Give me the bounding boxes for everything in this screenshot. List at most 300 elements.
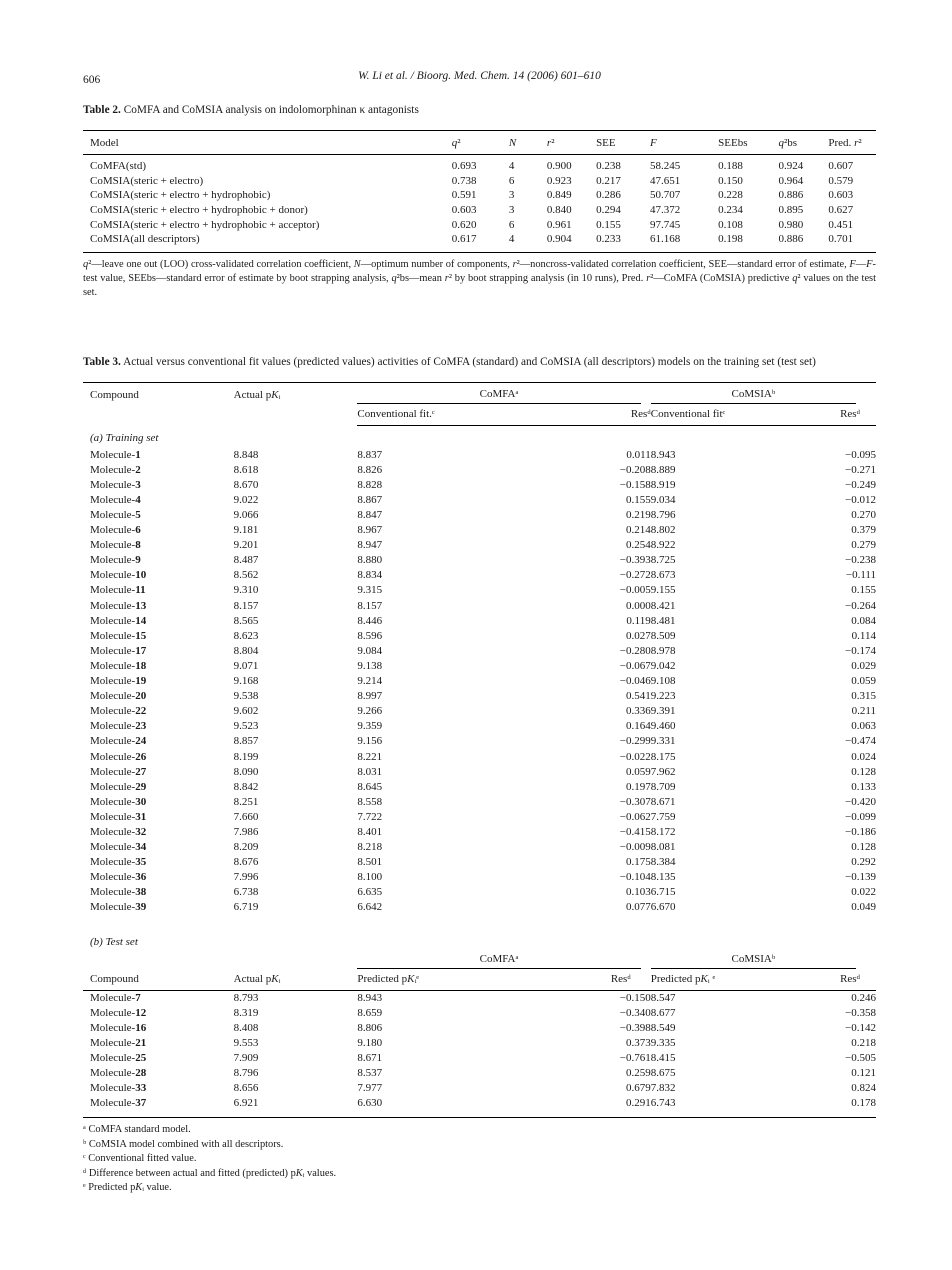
table-cell: −0.005 [619, 584, 651, 597]
table-cell: Molecule-33 [90, 1082, 147, 1095]
table-cell: 9.538 [233, 690, 259, 703]
table-cell: 8.967 [357, 524, 383, 537]
table-cell: 8.857 [233, 735, 259, 748]
table-cell: 6.715 [650, 886, 676, 899]
table-cell: 8.847 [357, 509, 383, 521]
table2-caption-text: CoMFA and CoMSIA analysis on indolomorphinan κ antagonists [120, 104, 419, 116]
table-cell: 9.071 [233, 659, 259, 672]
table-cell: 8.842 [233, 780, 259, 793]
table-cell: 9.223 [650, 690, 676, 703]
test-group-header-comfa [357, 948, 650, 969]
table-cell: −0.474 [845, 735, 876, 748]
table-row [83, 599, 876, 614]
col-header-conventional-fit-comfa: Conventional fit.ᶜ [357, 404, 524, 426]
table-cell: 8.997 [357, 690, 383, 703]
table-cell: 7.996 [233, 871, 259, 884]
table-cell: 8.547 [650, 991, 676, 1004]
table-cell: 0.133 [851, 780, 876, 793]
test-group-header-comfa-label: CoMFAᵃ [357, 948, 640, 969]
table-cell: 8.209 [233, 841, 259, 854]
table-cell: 8.671 [357, 1051, 383, 1064]
table-cell: 7.660 [233, 810, 259, 823]
table-cell: −0.099 [845, 810, 876, 823]
table-cell: 8.978 [650, 644, 676, 657]
table-cell: 6.642 [357, 901, 383, 914]
table-row [83, 188, 876, 203]
table-cell: 8.172 [650, 825, 676, 838]
table-cell: 6.670 [650, 901, 676, 914]
table-row [83, 232, 876, 252]
table-row [83, 840, 876, 855]
table-cell: Molecule-35 [90, 856, 147, 869]
table-cell: 6.743 [650, 1097, 676, 1110]
table-cell: −0.280 [619, 644, 651, 657]
table-cell: 0.188 [718, 159, 743, 172]
table-cell: −0.067 [619, 659, 651, 672]
col-header-seebs: SEEbs [718, 130, 778, 154]
table-cell: 0.254 [626, 539, 651, 552]
running-title: W. Li et al. / Bioorg. Med. Chem. 14 (2006) 601–610 [358, 70, 601, 82]
table-cell: CoMSIA(steric + electro + hydrophobic + acceptor) [90, 218, 320, 231]
table-cell: Molecule-5 [90, 509, 141, 521]
table-cell: 97.745 [649, 218, 681, 231]
table-row [83, 780, 876, 795]
table-cell: 9.034 [650, 493, 676, 506]
table-cell: 9.266 [357, 705, 383, 718]
table-cell: −0.271 [845, 463, 876, 476]
table-cell: Molecule-14 [90, 614, 147, 627]
table-cell: 9.359 [357, 720, 383, 733]
table-cell: 6.719 [233, 901, 259, 914]
test-set-section-label: (b) Test set [90, 935, 138, 948]
table-cell: 7.962 [650, 765, 676, 778]
table-cell: 8.596 [357, 629, 383, 642]
table-cell: 0.103 [626, 886, 651, 899]
table-row [83, 1051, 876, 1066]
table-cell: 8.415 [650, 1051, 676, 1064]
table-cell: 0.219 [626, 509, 651, 521]
table-cell: 8.677 [650, 1006, 676, 1019]
table-cell: 0.175 [626, 856, 651, 869]
table-cell: 0.738 [451, 174, 477, 187]
table-cell: 0.214 [626, 524, 651, 537]
table-cell: 9.331 [650, 735, 676, 748]
table-cell: 0.059 [851, 675, 876, 688]
table-cell: 0.024 [851, 750, 876, 763]
table-cell: −0.393 [619, 554, 651, 567]
table-cell: 0.218 [851, 1036, 876, 1049]
table-cell: 0.840 [546, 203, 572, 216]
table-cell: 8.725 [650, 554, 676, 567]
table-cell: 9.391 [650, 705, 676, 718]
table-cell: 8.549 [650, 1021, 676, 1034]
table-cell: 0.701 [828, 233, 854, 246]
running-head [83, 0, 876, 86]
table-cell: 0.895 [778, 203, 804, 216]
table2-body [83, 154, 876, 252]
table-cell: 0.233 [596, 233, 621, 246]
table-cell: 8.031 [357, 765, 383, 778]
table-cell: 9.181 [233, 524, 259, 537]
table-cell: 6.921 [233, 1097, 259, 1110]
table-cell: 8.157 [233, 599, 259, 612]
table-cell: 7.986 [233, 825, 259, 838]
table-cell: 9.084 [357, 644, 383, 657]
table-row [83, 568, 876, 583]
table-cell: Molecule-4 [90, 493, 141, 506]
table-row [83, 765, 876, 780]
col-header-f: F [650, 130, 718, 154]
table-cell: 6.738 [233, 886, 259, 899]
table-row [83, 203, 876, 218]
table-cell: 47.651 [649, 174, 681, 187]
test-spacer-2 [234, 948, 358, 969]
table-cell: 9.460 [650, 720, 676, 733]
table-cell: 8.709 [650, 780, 676, 793]
table-cell: 0.980 [778, 218, 804, 231]
table-cell: 0.849 [546, 189, 572, 202]
table-cell: 9.602 [233, 705, 259, 718]
test-group-header-row [83, 948, 876, 969]
table-cell: 0.164 [626, 720, 651, 733]
table-cell: 0.128 [851, 841, 876, 854]
table-cell: Molecule-20 [90, 690, 147, 703]
table-cell: 8.487 [233, 554, 259, 567]
col-header-conventional-fit-comsia: Conventional fitᶜ [651, 404, 810, 426]
table-row [83, 644, 876, 659]
table3-group-header-row [83, 382, 876, 404]
test-col-header-compound: Compound [83, 969, 234, 991]
table-cell: 7.759 [650, 810, 676, 823]
table-cell: 0.291 [626, 1097, 651, 1110]
table-cell: 0.900 [546, 159, 572, 172]
table-cell: CoMFA(std) [90, 159, 147, 172]
table-cell: Molecule-12 [90, 1006, 147, 1019]
table-cell: CoMSIA(all descriptors) [90, 233, 200, 246]
table-cell: 8.135 [650, 871, 676, 884]
table-cell: 0.246 [851, 991, 876, 1004]
table-cell: Molecule-30 [90, 795, 147, 808]
fit-values-test-table [83, 948, 876, 1119]
table-cell: 8.867 [357, 493, 383, 506]
group-header-comsia-label: CoMSIAᵇ [651, 383, 856, 404]
table-row [83, 659, 876, 674]
table-cell: Molecule-23 [90, 720, 147, 733]
table-row [83, 629, 876, 644]
table-cell: 0.679 [626, 1082, 651, 1095]
col-header-model: Model [83, 130, 452, 154]
test-col-header-res-comsia: Resᵈ [809, 969, 876, 991]
table-cell: 0.259 [626, 1067, 651, 1079]
table2-footnote: q²—leave one out (LOO) cross-validated correlation coefficient, N—optimum number of components, r²—noncross-validated correlation coefficient, SEE—standard error of estimate, F—F-test value, SEEbs—standard error of estimate by boot strapping analysis, q²bs—mean r² by boot strapping analysis (in 10 runs), Pred. r²—CoMFA (CoMSIA) predictive q² values on the test set. [83, 259, 876, 298]
table-row [83, 795, 876, 810]
table-cell: 0.027 [626, 629, 651, 642]
table-cell: 0.077 [626, 901, 651, 914]
table-row [83, 855, 876, 870]
table-cell: 9.138 [357, 659, 383, 672]
journal-page [83, 0, 876, 1195]
table-cell: 0.315 [851, 690, 876, 703]
table-cell: 9.315 [357, 584, 383, 597]
table-row [83, 689, 876, 704]
test-col-header-actual-pki: Actual pKᵢ [234, 969, 358, 991]
table-cell: 0.238 [596, 159, 621, 172]
table-cell: 3 [508, 203, 515, 216]
table-cell: 0.270 [851, 509, 876, 521]
table-cell: 8.828 [357, 478, 383, 491]
table-row [83, 553, 876, 568]
table-cell: CoMSIA(steric + electro) [90, 174, 204, 187]
table-cell: 4 [508, 159, 515, 172]
table-cell: 0.108 [718, 218, 743, 231]
table-cell: −0.358 [845, 1006, 876, 1019]
table-cell: 9.553 [233, 1036, 259, 1049]
table-cell: 0.961 [546, 218, 572, 231]
table3-training-body [83, 425, 876, 448]
table-cell: Molecule-7 [90, 991, 141, 1004]
table-cell: −0.111 [845, 569, 876, 582]
table-cell: −0.264 [845, 599, 876, 612]
table-cell: −0.022 [619, 750, 651, 763]
table-cell: 0.114 [851, 629, 876, 642]
table-cell: Molecule-22 [90, 705, 147, 718]
table-row [83, 750, 876, 765]
table-cell: Molecule-31 [90, 810, 147, 823]
col-header-r2: r² [547, 130, 596, 154]
table-cell: 8.806 [357, 1021, 383, 1034]
table-cell: 8.804 [233, 644, 259, 657]
table-cell: 0.150 [718, 174, 743, 187]
table-cell: 6 [508, 218, 515, 231]
table-cell: 8.889 [650, 463, 676, 476]
table-cell: 0.286 [596, 189, 621, 202]
table-cell: Molecule-25 [90, 1051, 147, 1064]
test-col-header-predicted-comsia: Predicted pKᵢ ᵉ [651, 969, 810, 991]
table-cell: 8.837 [357, 448, 383, 461]
table-cell: 0.022 [851, 886, 876, 899]
table-row [83, 885, 876, 900]
table-cell: Molecule-8 [90, 539, 141, 552]
table-cell: 0.379 [851, 524, 876, 537]
table-row [83, 448, 876, 463]
table-cell: 8.659 [357, 1006, 383, 1019]
table-cell: 8.848 [233, 448, 259, 461]
table-cell: 8.501 [357, 856, 383, 869]
table-cell: 0.693 [451, 159, 477, 172]
group-header-comsia [651, 382, 876, 404]
table-cell: 47.372 [649, 203, 681, 216]
table-cell: Molecule-36 [90, 871, 147, 884]
table-cell: 8.793 [233, 991, 259, 1004]
table-row [83, 538, 876, 553]
col-header-q2bs: q²bs [778, 130, 828, 154]
table-cell: 8.509 [650, 629, 676, 642]
table-cell: Molecule-26 [90, 750, 147, 763]
table-cell: −0.158 [619, 478, 651, 491]
table-cell: 8.408 [233, 1021, 259, 1034]
table-cell: 8.943 [650, 448, 676, 461]
table-cell: 8.558 [357, 795, 383, 808]
col-header-res-comfa: Resᵈ [524, 404, 651, 426]
table-cell: 9.335 [650, 1036, 676, 1049]
training-set-section-row [83, 425, 876, 448]
table-cell: 8.880 [357, 554, 383, 567]
table-row [83, 825, 876, 840]
table-cell: 0.211 [851, 705, 876, 718]
table-cell: −0.150 [619, 991, 651, 1004]
table-cell: 8.446 [357, 614, 383, 627]
footnote-item: ᶜ Conventional fitted value. [83, 1153, 197, 1165]
table-row [83, 1066, 876, 1081]
table-cell: Molecule-15 [90, 629, 147, 642]
comfa-comsia-analysis-table [83, 130, 876, 253]
table-row [83, 870, 876, 885]
table-cell: 0.217 [596, 174, 621, 187]
training-set-section-label: (a) Training set [90, 431, 159, 444]
test-group-header-comsia-label: CoMSIAᵇ [651, 948, 856, 969]
table-cell: 9.214 [357, 675, 383, 688]
table2-caption [83, 103, 876, 119]
table-row [83, 719, 876, 734]
table-row [83, 218, 876, 233]
table-cell: 8.618 [233, 463, 259, 476]
test-spacer-1 [83, 948, 234, 969]
fit-values-training-table [83, 382, 876, 922]
table-cell: 0.049 [851, 901, 876, 914]
table-row [83, 493, 876, 508]
table-row [83, 1036, 876, 1051]
table-cell: 8.676 [233, 856, 259, 869]
table-cell: 9.108 [650, 675, 676, 688]
table-cell: Molecule-6 [90, 524, 141, 537]
table-cell: 0.824 [851, 1082, 876, 1095]
table-row [83, 810, 876, 825]
table-cell: −0.095 [845, 448, 876, 461]
table-cell: CoMSIA(steric + electro + hydrophobic) [90, 189, 271, 202]
table-cell: 0.155 [596, 218, 621, 231]
table-cell: Molecule-24 [90, 735, 147, 748]
table-row [83, 734, 876, 749]
table-cell: 8.796 [233, 1067, 259, 1079]
table-cell: 8.919 [650, 478, 676, 491]
table-cell: 8.834 [357, 569, 383, 582]
table-cell: 8.802 [650, 524, 676, 537]
page-number: 606 [83, 74, 101, 86]
table-cell: 0.579 [828, 174, 854, 187]
table-row [83, 1096, 876, 1118]
table-cell: 0.279 [851, 539, 876, 552]
table-cell: 8.481 [650, 614, 676, 627]
table-cell: 8.943 [357, 991, 383, 1004]
table-cell: 8.157 [357, 599, 383, 612]
table-row [83, 174, 876, 189]
table-cell: 8.090 [233, 765, 259, 778]
table-cell: −0.104 [619, 871, 651, 884]
table-cell: 8.421 [650, 599, 676, 612]
table2-header-row [83, 130, 876, 154]
table-row [83, 990, 876, 1006]
table-cell: −0.249 [845, 478, 876, 491]
table-cell: 0.121 [851, 1067, 876, 1079]
table-cell: 8.175 [650, 750, 676, 763]
group-header-comfa-label: CoMFAᵃ [357, 383, 640, 404]
table-cell: 0.904 [546, 233, 572, 246]
table-cell: 0.198 [718, 233, 743, 246]
table-cell: 0.294 [596, 203, 621, 216]
col-header-n: N [509, 130, 547, 154]
col-header-see: SEE [596, 130, 650, 154]
table3-training-rows [83, 448, 876, 922]
table-cell: CoMSIA(steric + electro + hydrophobic + donor) [90, 203, 308, 216]
table-cell: 8.218 [357, 841, 383, 854]
table-cell: 9.155 [650, 584, 676, 597]
table-cell: −0.307 [619, 795, 651, 808]
table-row [83, 1006, 876, 1021]
table-cell: Molecule-34 [90, 841, 147, 854]
table3-test-rows [83, 990, 876, 1118]
table-cell: 8.537 [357, 1067, 383, 1079]
table3-caption-label: Table 3. [83, 355, 121, 368]
table-cell: 50.707 [649, 189, 681, 202]
table-row [83, 614, 876, 629]
table-cell: Molecule-3 [90, 478, 141, 491]
table-cell: 8.656 [233, 1082, 259, 1095]
table-cell: 0.011 [626, 448, 651, 461]
table-cell: 0.923 [546, 174, 572, 187]
table-cell: −0.415 [619, 825, 651, 838]
table-cell: 0.541 [626, 690, 651, 703]
table-cell: 0.000 [626, 599, 651, 612]
table-cell: Molecule-11 [90, 584, 146, 597]
table-cell: Molecule-38 [90, 886, 147, 899]
table-cell: 9.168 [233, 675, 259, 688]
col-header-res-comsia: Resᵈ [809, 404, 876, 426]
table-cell: 8.562 [233, 569, 259, 582]
table-cell: 9.180 [357, 1036, 383, 1049]
table-cell: 8.081 [650, 841, 676, 854]
table-cell: 9.066 [233, 509, 259, 521]
table-cell: −0.012 [845, 493, 876, 506]
table-row [83, 704, 876, 719]
table-cell: 9.042 [650, 659, 676, 672]
table-cell: Molecule-19 [90, 675, 147, 688]
table-row [83, 523, 876, 538]
col-header-compound: Compound [90, 388, 139, 401]
table-cell: 0.155 [851, 584, 876, 597]
table-cell: −0.420 [845, 795, 876, 808]
footnote-item: ᵉ Predicted pKᵢ value. [83, 1181, 172, 1193]
table-cell: 7.832 [650, 1082, 676, 1095]
table-cell: 8.251 [233, 795, 259, 808]
table-cell: 6.630 [357, 1097, 383, 1110]
table-cell: Molecule-21 [90, 1036, 147, 1049]
table-cell: 58.245 [649, 159, 681, 172]
table-cell: Molecule-16 [90, 1021, 147, 1034]
table-cell: 0.084 [851, 614, 876, 627]
table-cell: 9.022 [233, 493, 259, 506]
table-cell: 0.059 [626, 765, 651, 778]
table-cell: 9.201 [233, 539, 259, 552]
test-subheader-row [83, 969, 876, 991]
table-cell: 8.671 [650, 795, 676, 808]
table-cell: Molecule-29 [90, 780, 147, 793]
table-cell: 0.197 [626, 780, 651, 793]
table-cell: Molecule-32 [90, 825, 147, 838]
table-cell: 8.100 [357, 871, 383, 884]
footnote-item: ᵇ CoMSIA model combined with all descriptors. [83, 1138, 284, 1150]
table-cell: 0.128 [851, 765, 876, 778]
table3-caption-text: Actual versus conventional fit values (predicted values) activities of CoMFA (standard) and CoMSIA (all descriptors) models on the training set (test set) [120, 355, 816, 368]
